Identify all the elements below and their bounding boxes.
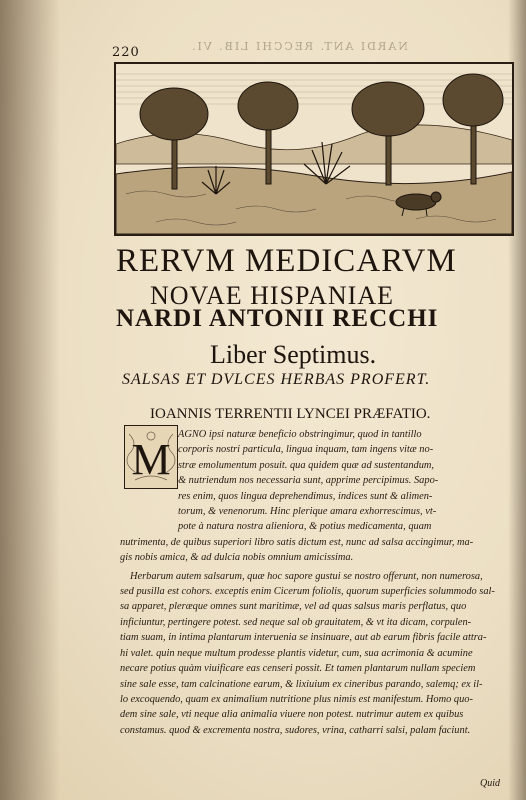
decorated-initial-m — [124, 425, 178, 489]
text-line: gis nobis amica, & ad dulcia nobis omnium amicissima. — [120, 552, 354, 564]
body-text — [120, 426, 516, 738]
text-line: torum, & venenorum. Hinc plerique amara exhorrescimus, vt- — [178, 506, 437, 518]
text-line: nutrimenta, de quibus superiori libro satis dictum est, nunc ad salsa accingimur, ma- — [120, 536, 474, 548]
text-line: lo excoquendo, quam ex animalium nutritione plus nimis est manifestum. Homo quo- — [120, 693, 473, 705]
title-line-1: RERVM MEDICARVM — [116, 243, 457, 279]
text-line: pote à natura nostra alieniora, & potius medicamenta, quam — [178, 521, 432, 533]
text-line: sed pusilla est cohors. exceptis enim Cicerum foliolis, quorum superficies solummodo sal- — [120, 586, 495, 598]
text-line: AGNO ipsi naturæ beneficio obstringimur, quod in tantillo — [178, 429, 422, 440]
text-line: & nutriendum nos necessaria sunt, apprime percipimus. Sapo- — [178, 475, 439, 487]
text-line: stræ emolumentum posuit. qua quidem quæ ad sustentandum, — [178, 459, 435, 471]
text-line: dem sine sale, vti neque alia animalia viuere non potest. nutrimur autem ex quibus — [120, 709, 464, 721]
text-line: tiam suam, in intima plantarum interuenia se insinuare, aut ab earum fibris facile attra- — [120, 632, 487, 644]
text-line: Herbarum autem salsarum, quæ hoc sapore gustui se nostro offerunt, non numerosa, — [130, 570, 483, 582]
text-line: sa apparet, pleræque omnes sunt maritimæ, vel ad quas salsus maris perflatus, quo — [120, 601, 467, 613]
title-line-2: NOVAE HISPANIAE — [150, 281, 394, 310]
text-line: constamus. quod & excrementa nostra, sudores, vrina, catharri salsi, palam faciunt. — [120, 724, 471, 736]
bleed-through-running-head: NARDI ANT. RECCHI LIB. VI. — [190, 40, 408, 53]
catchword: Quid — [480, 778, 500, 789]
spine-shadow — [0, 0, 60, 800]
text-line: sine sale esse, tam calcinatione earum, & lixiuium ex cineribus parando, salemq; ex il- — [120, 678, 483, 690]
landscape-woodcut-illustration — [114, 62, 514, 236]
text-line: corporis nostri particula, lingua inquam, tam ingens vitæ no- — [178, 444, 434, 456]
text-line: necare potius quàm viuificare eas censeri possit. Et tamen plantarum nullam speciem — [120, 663, 476, 675]
text-line: hi valet. quin neque multum prodesse plantis videtur, cum, sua acrimonia & acumine — [120, 647, 473, 659]
text-line: res enim, quos lingua deprehendimus, indices sunt & alimen- — [178, 490, 433, 502]
author-line: NARDI ANTONII RECCHI — [116, 305, 439, 332]
page-number: 220 — [112, 45, 140, 60]
preface-heading: IOANNIS TERRENTII LYNCEI PRÆFATIO. — [150, 406, 431, 422]
book-number: Liber Septimus. — [210, 340, 377, 369]
subject-line: SALSAS ET DVLCES HERBAS PROFERT. — [122, 371, 431, 388]
text-line: inficiuntur, pertingere potest. sed neque sal ob grauitatem, & vt ita dicam, corpulen- — [120, 616, 472, 628]
initial-letter: M — [131, 435, 171, 484]
